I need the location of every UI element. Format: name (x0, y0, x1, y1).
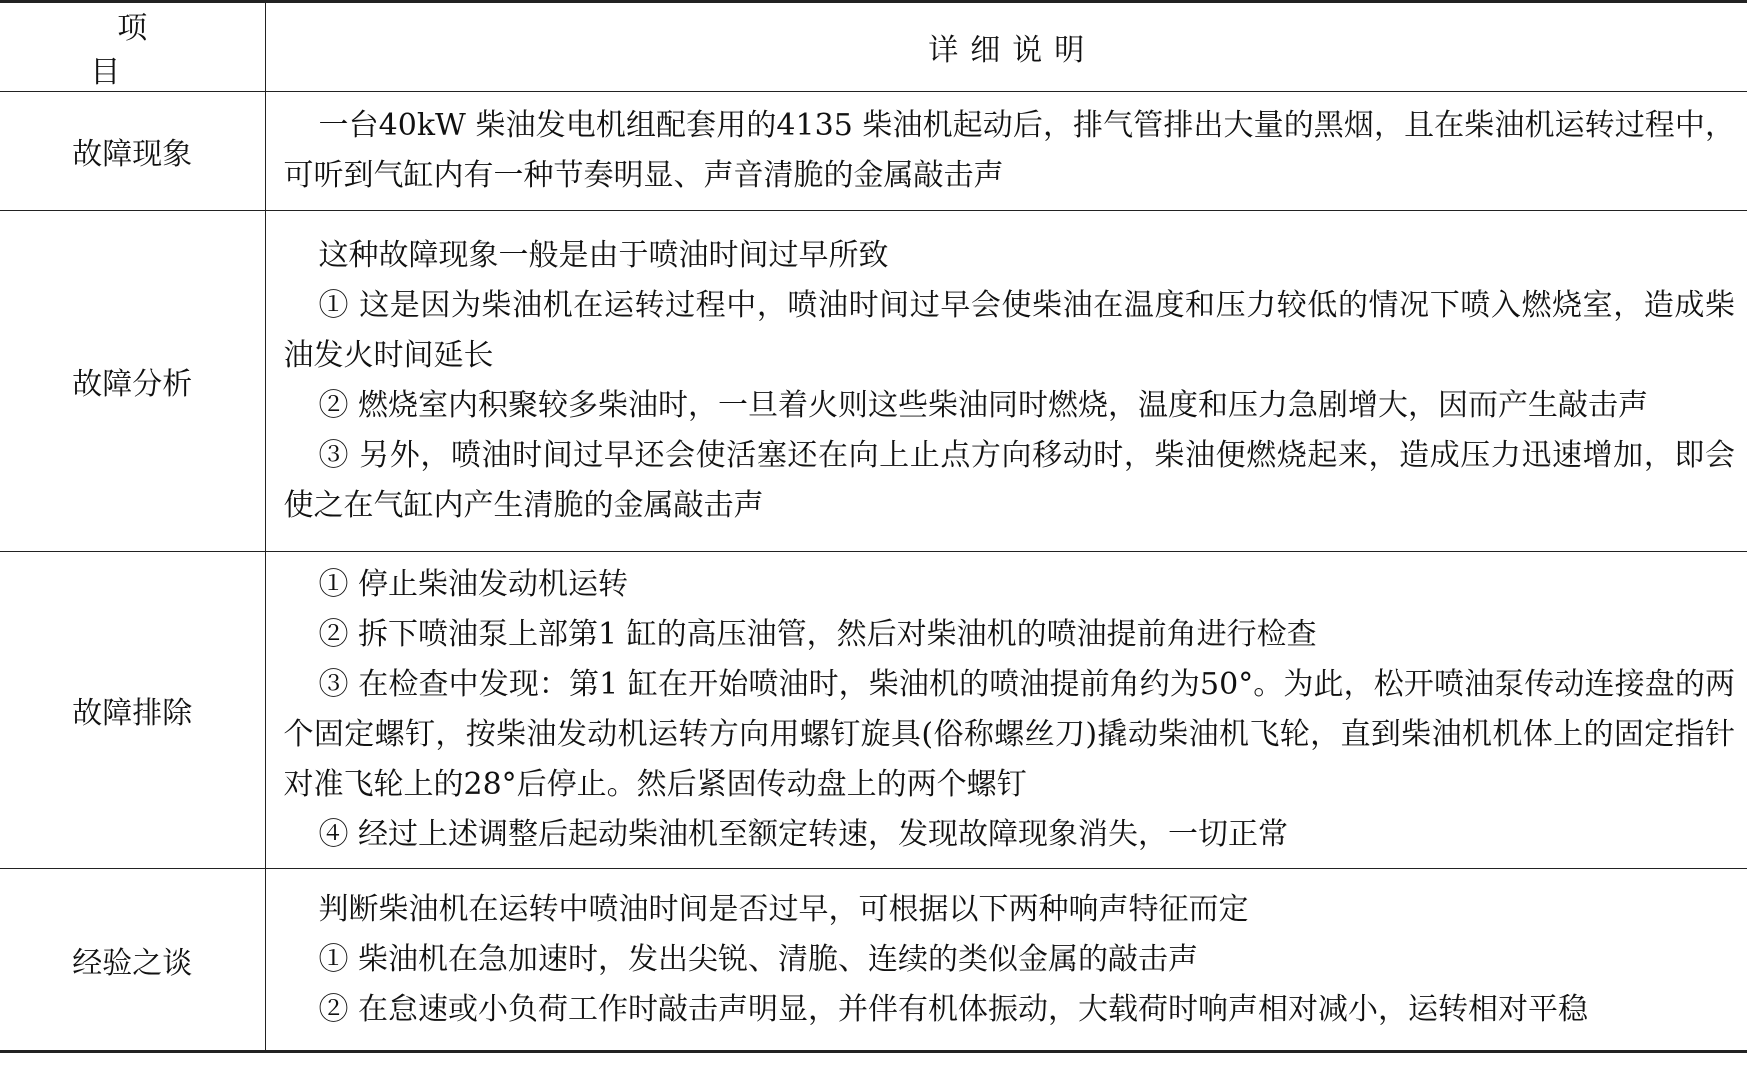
row-content-troubleshooting (265, 552, 1747, 869)
table-row-analysis (0, 211, 1747, 552)
row-label-experience: 经验之谈 (0, 869, 265, 1052)
row-label-analysis: 故障分析 (0, 211, 265, 552)
table-row-experience (0, 869, 1747, 1052)
paragraph: ④ 经过上述调整后起动柴油机至额定转速，发现故障现象消失，一切正常 (318, 817, 1289, 852)
paragraph: ① 停止柴油发动机运转 (318, 567, 629, 602)
paragraph: ① 这是因为柴油机在运转过程中，喷油时间过早会使柴油在温度和压力较低的情况下喷入燃烧室，造成柴油发火时间延长 (283, 288, 1735, 373)
row-label-troubleshooting: 故障排除 (0, 552, 265, 869)
paragraph: ② 燃烧室内积聚较多柴油时，一旦着火则这些柴油同时燃烧，温度和压力急剧增大，因而产生敲击声 (318, 388, 1649, 423)
table-row-troubleshooting (0, 552, 1747, 869)
paragraph: ② 拆下喷油泵上部第1 缸的高压油管，然后对柴油机的喷油提前角进行检查 (318, 617, 1317, 652)
paragraph: ③ 另外，喷油时间过早还会使活塞还在向上止点方向移动时，柴油便燃烧起来，造成压力迅速增加，即会使之在气缸内产生清脆的金属敲击声 (283, 438, 1735, 523)
paragraph: 一台40kW 柴油发电机组配套用的4135 柴油机起动后，排气管排出大量的黑烟，且在柴油机运转过程中，可听到气缸内有一种节奏明显、声音清脆的金属敲击声 (283, 108, 1735, 193)
header-item: 项 目 (0, 2, 265, 92)
paragraph: ② 在怠速或小负荷工作时敲击声明显，并伴有机体振动，大载荷时响声相对减小，运转相对平稳 (318, 991, 1589, 1027)
header-details: 详细说明 (265, 2, 1747, 92)
row-content-symptom (265, 92, 1747, 211)
paragraph: ① 柴油机在急加速时，发出尖锐、清脆、连续的类似金属的敲击声 (318, 941, 1199, 977)
paragraph: 判断柴油机在运转中喷油时间是否过早，可根据以下两种响声特征而定 (318, 891, 1249, 927)
row-label-symptom: 故障现象 (0, 92, 265, 211)
paragraph: 这种故障现象一般是由于喷油时间过早所致 (318, 238, 889, 273)
table-row-symptom (0, 92, 1747, 211)
table-header-row (0, 2, 1747, 92)
paragraph: ③ 在检查中发现：第1 缸在开始喷油时，柴油机的喷油提前角约为50°。为此，松开喷油泵传动连接盘的两个固定螺钉，按柴油发动机运转方向用螺钉旋具(俗称螺丝刀)撬动柴油机飞轮，直到柴油机机体上的固定指针对准飞轮上的28°后停止。然后紧固传动盘上的两个螺钉 (283, 667, 1735, 802)
row-content-analysis (265, 211, 1747, 552)
row-content-experience (265, 869, 1747, 1052)
